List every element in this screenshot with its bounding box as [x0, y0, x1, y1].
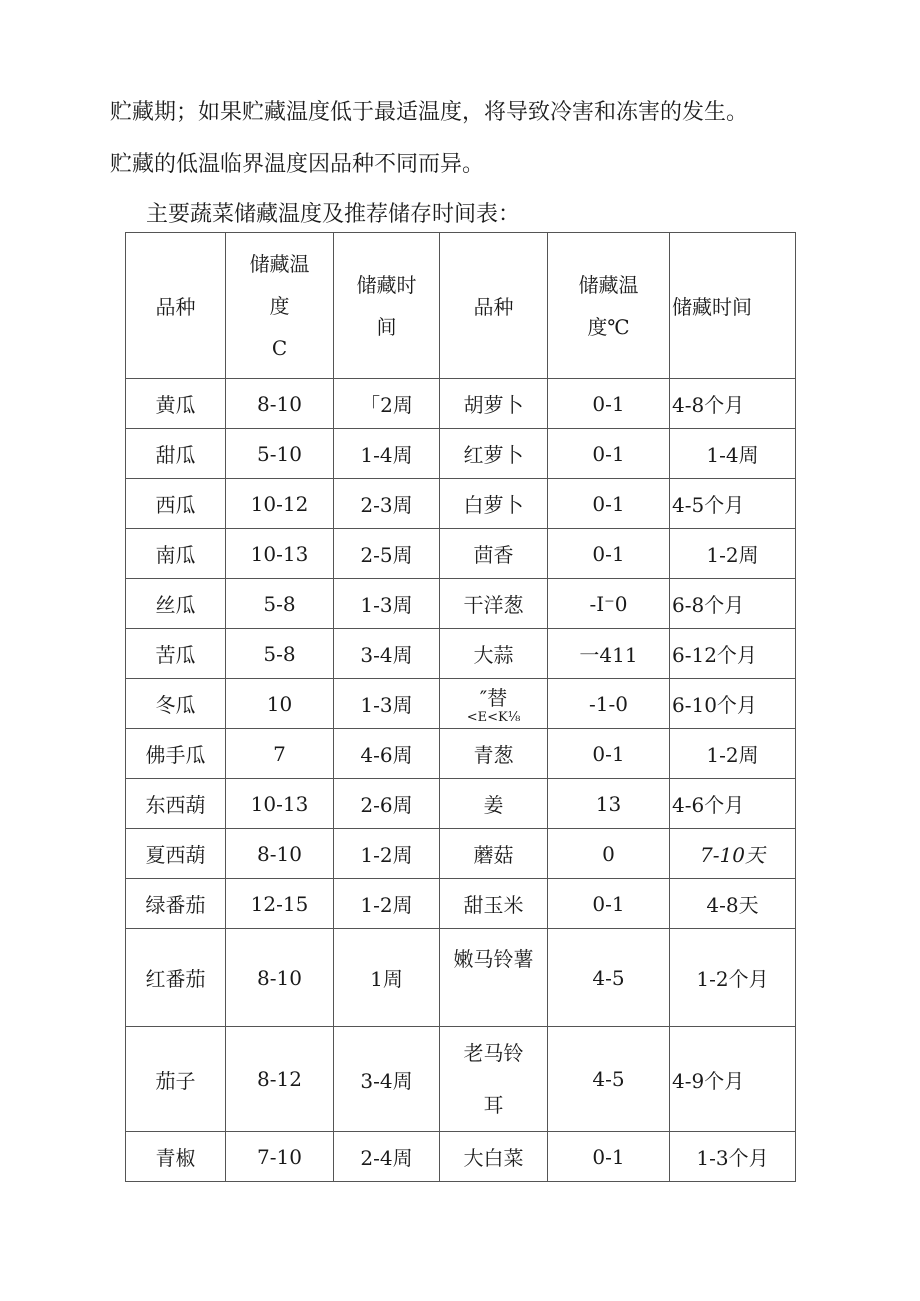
cell-variety: 茄子 [126, 1027, 226, 1132]
table-row [126, 629, 796, 679]
table-row [126, 1132, 796, 1182]
cell-temp: 7 [226, 729, 334, 779]
cell-time: 1-3周 [334, 579, 440, 629]
cell-temp-2: 0-1 [548, 479, 670, 529]
cell-temp: 10-13 [226, 779, 334, 829]
cell-variety-2: 胡萝卜 [440, 379, 548, 429]
cell-time: 2-5周 [334, 529, 440, 579]
cell-time-2: 1-2周 [670, 529, 796, 579]
header-time: 储藏时 间 [334, 233, 440, 379]
cell-temp: 10-13 [226, 529, 334, 579]
cell-temp-2: -1-0 [548, 679, 670, 729]
cell-temp: 10-12 [226, 479, 334, 529]
header-time-2: 储藏时间 [670, 233, 796, 379]
paragraph-2: 贮藏的低温临界温度因品种不同而异。 [110, 152, 485, 177]
cell-temp: 8-12 [226, 1027, 334, 1132]
cell-variety: 甜瓜 [126, 429, 226, 479]
cell-temp: 10 [226, 679, 334, 729]
storage-table [125, 232, 796, 1182]
cell-time: 2-3周 [334, 479, 440, 529]
cell-variety-2: 青葱 [440, 729, 548, 779]
cell-variety: 东西葫 [126, 779, 226, 829]
cell-time-2: 6-8个月 [670, 579, 796, 629]
cell-variety-2-sub: <E<K⅛ [466, 710, 521, 725]
cell-time: 1-4周 [334, 429, 440, 479]
cell-temp: 8-10 [226, 379, 334, 429]
cell-variety: 黄瓜 [126, 379, 226, 429]
cell-time-2: 4-8个月 [670, 379, 796, 429]
cell-variety-2 [440, 1027, 548, 1132]
cell-time-2: 4-5个月 [670, 479, 796, 529]
table-row [126, 429, 796, 479]
cell-time-2: 1-2个月 [670, 929, 796, 1027]
cell-temp: 5-8 [226, 629, 334, 679]
table-row [126, 679, 796, 729]
cell-variety-2: 甜玉米 [440, 879, 548, 929]
cell-temp-2: 0-1 [548, 529, 670, 579]
cell-time-2: 6-12个月 [670, 629, 796, 679]
cell-variety: 绿番茄 [126, 879, 226, 929]
cell-temp-2: 0-1 [548, 879, 670, 929]
cell-time-2: 4-8天 [670, 879, 796, 929]
cell-temp: 7-10 [226, 1132, 334, 1182]
cell-temp-2: 4-5 [548, 1027, 670, 1132]
cell-variety: 丝瓜 [126, 579, 226, 629]
table-caption: 主要蔬菜储藏温度及推荐储存时间表： [146, 202, 521, 227]
table-row [126, 829, 796, 879]
cell-variety-2: 红萝卜 [440, 429, 548, 479]
cell-temp-2: 0-1 [548, 729, 670, 779]
cell-time-2: 4-6个月 [670, 779, 796, 829]
cell-variety-2: 干洋葱 [440, 579, 548, 629]
cell-variety-2: 大白菜 [440, 1132, 548, 1182]
cell-time: 2-4周 [334, 1132, 440, 1182]
cell-variety-2: 嫩马铃薯 [440, 929, 548, 1027]
table-row [126, 479, 796, 529]
cell-temp-2: 0 [548, 829, 670, 879]
cell-time: 1-2周 [334, 829, 440, 879]
header-temp: 储藏温 度 C [226, 233, 334, 379]
cell-variety: 夏西葫 [126, 829, 226, 879]
cell-variety: 西瓜 [126, 479, 226, 529]
cell-variety-2: 白萝卜 [440, 479, 548, 529]
cell-time: 4-6周 [334, 729, 440, 779]
cell-variety-2 [440, 679, 548, 729]
cell-time-2: 6-10个月 [670, 679, 796, 729]
cell-temp-2: 0-1 [548, 379, 670, 429]
cell-variety: 青椒 [126, 1132, 226, 1182]
cell-variety: 南瓜 [126, 529, 226, 579]
table-row [126, 929, 796, 1027]
cell-variety: 冬瓜 [126, 679, 226, 729]
cell-variety-2: 大蒜 [440, 629, 548, 679]
cell-temp-2: 一411 [548, 629, 670, 679]
cell-time: 3-4周 [334, 629, 440, 679]
cell-variety-2-main: ″替 [479, 686, 508, 710]
cell-time-2: 4-9个月 [670, 1027, 796, 1132]
table-header-row [126, 233, 796, 379]
header-variety: 品种 [126, 233, 226, 379]
cell-time-2: 1-4周 [670, 429, 796, 479]
cell-temp: 8-10 [226, 929, 334, 1027]
cell-temp: 12-15 [226, 879, 334, 929]
cell-temp-2: 0-1 [548, 429, 670, 479]
cell-temp: 5-10 [226, 429, 334, 479]
cell-time: 「2周 [334, 379, 440, 429]
cell-temp-2: 13 [548, 779, 670, 829]
cell-variety: 苦瓜 [126, 629, 226, 679]
cell-time: 1-3周 [334, 679, 440, 729]
cell-time: 2-6周 [334, 779, 440, 829]
paragraph-1: 贮藏期；如果贮藏温度低于最适温度，将导致冷害和冻害的发生。 [110, 100, 749, 125]
table-row [126, 879, 796, 929]
cell-variety: 红番茄 [126, 929, 226, 1027]
cell-variety-2: 茴香 [440, 529, 548, 579]
cell-temp-2: 4-5 [548, 929, 670, 1027]
cell-time-2: 1-3个月 [670, 1132, 796, 1182]
header-temp-2: 储藏温 度℃ [548, 233, 670, 379]
cell-variety-2: 姜 [440, 779, 548, 829]
cell-variety: 佛手瓜 [126, 729, 226, 779]
table-row [126, 379, 796, 429]
cell-temp: 5-8 [226, 579, 334, 629]
table-row [126, 579, 796, 629]
table-row [126, 529, 796, 579]
cell-temp-2: -I⁻0 [548, 579, 670, 629]
cell-time-2: 7-10天 [670, 829, 796, 879]
cell-time: 3-4周 [334, 1027, 440, 1132]
cell-variety-2-main: 老马铃 [463, 1041, 524, 1065]
cell-time-2: 1-2周 [670, 729, 796, 779]
cell-time: 1-2周 [334, 879, 440, 929]
table-row [126, 1027, 796, 1132]
cell-temp: 8-10 [226, 829, 334, 879]
cell-temp-2: 0-1 [548, 1132, 670, 1182]
table-row [126, 779, 796, 829]
cell-time: 1周 [334, 929, 440, 1027]
header-variety-2: 品种 [440, 233, 548, 379]
table-row [126, 729, 796, 779]
cell-variety-2: 蘑菇 [440, 829, 548, 879]
cell-variety-2-sub: 耳 [483, 1093, 504, 1117]
